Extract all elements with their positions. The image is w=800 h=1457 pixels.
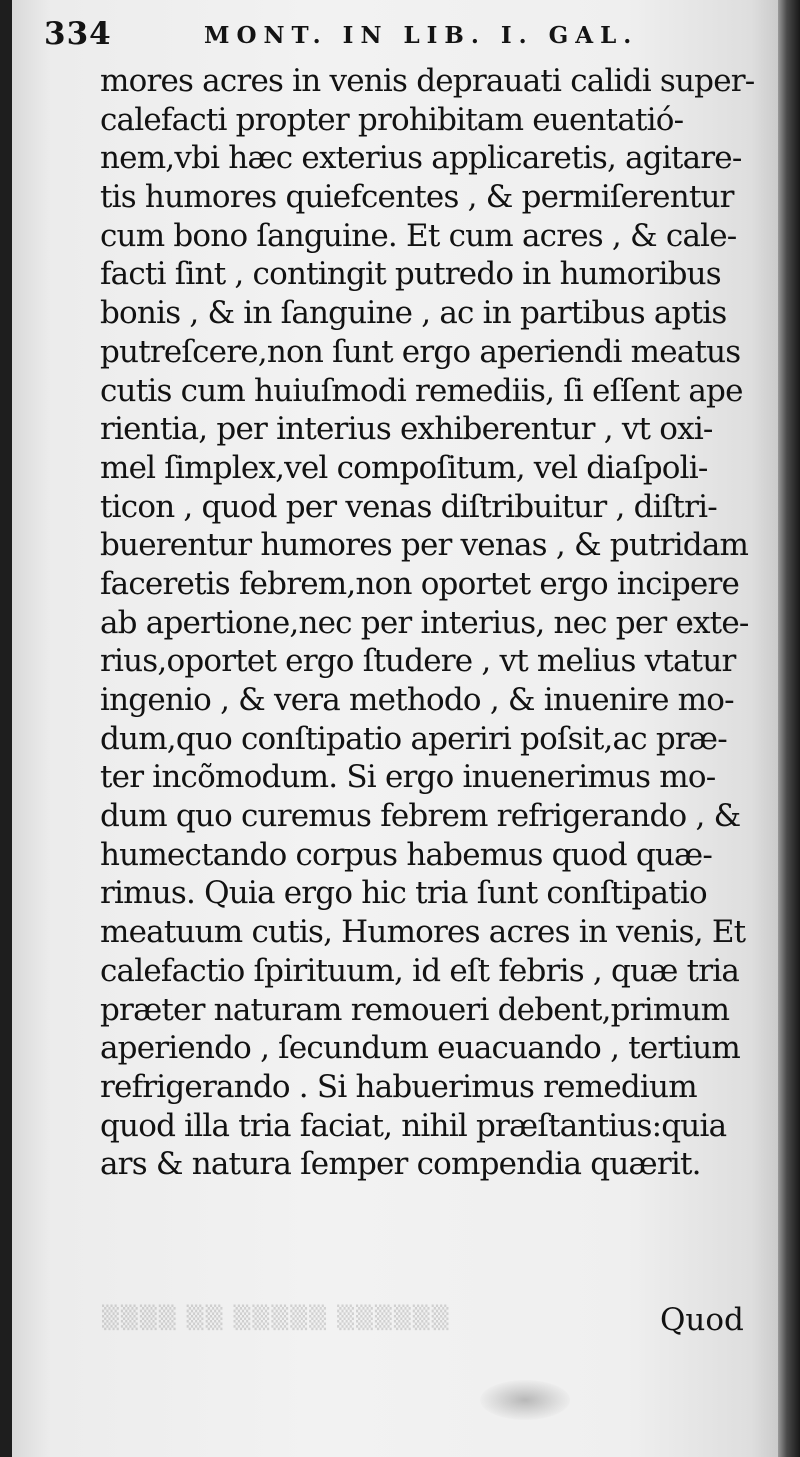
text-line: cum bono ſanguine. Et cum acres , & cale- xyxy=(100,217,737,254)
text-line: tis humores quiefcentes , & permiſerentur xyxy=(100,179,734,216)
text-line: ab apertione,nec per interius, nec per exte- xyxy=(100,604,749,641)
text-line: rientia, per interius exhiberentur , vt oxi- xyxy=(100,411,713,448)
running-head: MONT. IN LIB. I. GAL. xyxy=(204,22,639,49)
text-line: mel ſimplex,vel compoſitum, vel diaſpoli- xyxy=(100,449,708,486)
text-line: nem,vbi hæc exterius applicaretis, agitare- xyxy=(100,140,742,177)
page-number: 334 xyxy=(44,16,112,52)
ink-smudge xyxy=(480,1380,570,1420)
text-line: meatuum cutis, Humores acres in venis, Et xyxy=(100,914,746,951)
text-line: aperiendo , ſecundum euacuando , tertium xyxy=(100,1030,740,1067)
text-line: dum quo curemus febrem refrigerando , & xyxy=(100,798,741,835)
page-header xyxy=(44,14,764,54)
text-line: rius,oportet ergo ſtudere , vt melius vtatur xyxy=(100,643,736,680)
text-line: quod illa tria faciat, nihil præſtantius:quia xyxy=(100,1107,727,1144)
text-line: calefacti propter prohibitam euentatió- xyxy=(100,101,684,138)
text-line: mores acres in venis deprauati calidi super- xyxy=(100,63,755,99)
text-line: præter naturam remoueri debent,primum xyxy=(100,991,730,1028)
text-line: dum,quo conſtipatio aperiri poſsit,ac præ- xyxy=(100,720,727,757)
body-text xyxy=(100,62,760,1184)
text-line: bonis , & in ſanguine , ac in partibus aptis xyxy=(100,295,727,332)
text-line: ingenio , & vera methodo , & inuenire mo- xyxy=(100,682,734,718)
text-line: cutis cum huiuſmodi remediis, ſi eſſent ape xyxy=(100,372,743,409)
text-line: calefactio ſpirituum, id eſt febris , quæ tria xyxy=(100,952,740,989)
text-line: buerentur humores per venas , & putridam xyxy=(100,527,749,564)
catchword: Quod xyxy=(660,1302,744,1338)
page-edge-shadow xyxy=(778,0,800,1457)
text-line: rimus. Quia ergo hic tria ſunt conſtipatio xyxy=(100,875,707,912)
show-through-ink: ▒▒▒▒ ▒▒ ▒▒▒▒▒ ▒▒▒▒▒▒ xyxy=(102,1306,451,1331)
text-line: ticon , quod per venas diſtribuitur , diſtri- xyxy=(100,488,717,525)
text-line: faceretis febrem,non oportet ergo incipere xyxy=(100,565,740,602)
text-line: ars & natura ſemper compendia quærit. xyxy=(100,1146,701,1183)
text-line: facti ſint , contingit putredo in humoribus xyxy=(100,256,721,293)
text-line: humectando corpus habemus quod quæ- xyxy=(100,836,713,873)
text-line: ter incõmodum. Si ergo inuenerimus mo- xyxy=(100,759,716,796)
text-line: refrigerando . Si habuerimus remedium xyxy=(100,1068,697,1105)
text-line: putreſcere,non ſunt ergo aperiendi meatus xyxy=(100,333,741,370)
